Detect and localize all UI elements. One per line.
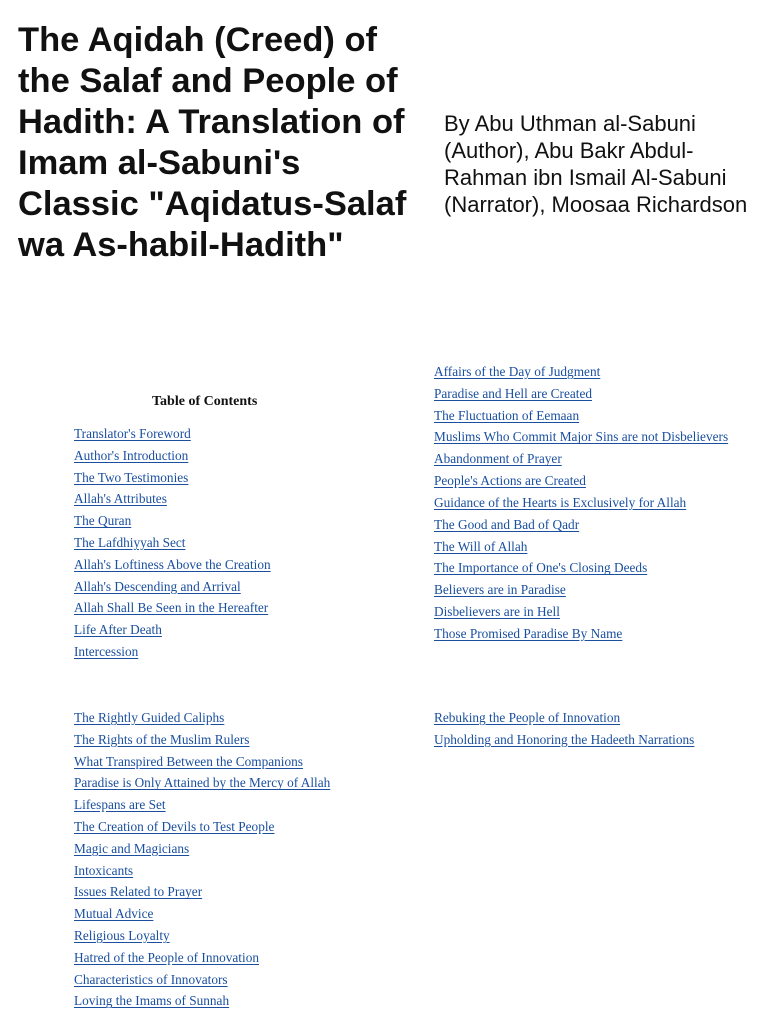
toc-item (408, 383, 748, 405)
toc-link[interactable]: Issues Related to Prayer (74, 884, 203, 900)
toc-item (408, 405, 748, 427)
toc-item (74, 990, 330, 1012)
toc-link[interactable]: Rebuking the People of Innovation (434, 710, 621, 725)
toc-link[interactable]: The Two Testimonies (74, 469, 189, 485)
toc-link[interactable]: Intoxicants (74, 862, 134, 878)
toc-link[interactable]: The Lafdhiyyah Sect (74, 534, 186, 550)
toc-item (74, 467, 271, 489)
toc-link[interactable]: Author's Introduction (74, 447, 189, 463)
toc-link[interactable]: Allah's Loftiness Above the Creation (74, 556, 271, 572)
toc-link[interactable]: Allah Shall Be Seen in the Hereafter (74, 600, 269, 616)
toc-item (408, 536, 748, 558)
toc-link[interactable]: Religious Loyalty (74, 927, 170, 943)
toc-item (74, 576, 271, 598)
toc-item (408, 448, 748, 470)
toc-item (74, 510, 271, 532)
toc-item (74, 794, 330, 816)
toc-link[interactable]: Believers are in Paradise (434, 582, 566, 598)
toc-link[interactable]: Magic and Magicians (74, 840, 190, 856)
toc-link[interactable]: Hatred of the People of Innovation (74, 949, 259, 965)
toc-item (74, 772, 330, 794)
toc-link[interactable]: Abandonment of Prayer (434, 451, 562, 467)
toc-item (408, 470, 748, 492)
toc-link[interactable]: The Fluctuation of Eemaan (434, 407, 580, 423)
toc-item (74, 881, 330, 903)
author-byline: By Abu Uthman al-Sabuni (Author), Abu Bakr Abdul-Rahman ibn Ismail Al-Sabuni (Narrator), Moosaa Richardson (444, 111, 748, 217)
toc-item (74, 729, 330, 751)
toc-item (74, 641, 271, 663)
toc-link[interactable]: The Will of Allah (434, 538, 528, 554)
toc-link[interactable]: The Creation of Devils to Test People (74, 818, 275, 834)
toc-link[interactable]: Loving the Imams of Sunnah (74, 993, 230, 1009)
toc-link[interactable]: What Transpired Between the Companions (74, 753, 303, 769)
toc-item (408, 707, 748, 729)
toc-link[interactable]: Life After Death (74, 622, 162, 638)
toc-list-left-top (74, 423, 271, 663)
toc-item (74, 816, 330, 838)
toc-item (74, 707, 330, 729)
toc-link[interactable]: The Importance of One's Closing Deeds (434, 560, 648, 576)
toc-link[interactable]: Characteristics of Innovators (74, 971, 228, 987)
toc-item (74, 423, 271, 445)
toc-link[interactable]: Muslims Who Commit Major Sins are not Disbelievers (434, 429, 729, 445)
toc-item (408, 601, 748, 623)
toc-link[interactable]: Those Promised Paradise By Name (434, 625, 623, 641)
toc-link[interactable]: Paradise and Hell are Created (434, 385, 593, 401)
toc-link[interactable]: Affairs of the Day of Judgment (434, 364, 601, 379)
toc-item (408, 557, 748, 579)
toc-list-left-bottom (74, 707, 330, 1012)
toc-link[interactable]: Disbelievers are in Hell (434, 603, 560, 619)
toc-link[interactable]: The Good and Bad of Qadr (434, 516, 580, 532)
toc-item (74, 751, 330, 773)
toc-link[interactable]: Paradise is Only Attained by the Mercy of Allah (74, 775, 331, 791)
toc-link[interactable]: Lifespans are Set (74, 797, 166, 813)
toc-item (408, 514, 748, 536)
toc-item (408, 426, 748, 448)
toc-item (74, 619, 271, 641)
toc-heading: Table of Contents (152, 394, 258, 409)
toc-item (74, 838, 330, 860)
toc-item (74, 925, 330, 947)
toc-item (74, 445, 271, 467)
toc-link[interactable]: The Rights of the Muslim Rulers (74, 731, 250, 747)
toc-list-right-top (408, 361, 748, 645)
toc-item (408, 361, 748, 383)
toc-list-right-bottom (408, 707, 748, 751)
toc-link[interactable]: People's Actions are Created (434, 473, 586, 489)
toc-link[interactable]: Translator's Foreword (74, 426, 191, 441)
toc-link[interactable]: The Rightly Guided Caliphs (74, 710, 225, 725)
toc-item (74, 860, 330, 882)
toc-item (74, 947, 330, 969)
toc-link[interactable]: Allah's Descending and Arrival (74, 578, 241, 594)
toc-item (408, 492, 748, 514)
toc-item (74, 597, 271, 619)
toc-item (408, 623, 748, 645)
toc-item (74, 969, 330, 991)
toc-item (74, 903, 330, 925)
toc-link[interactable]: Mutual Advice (74, 906, 154, 922)
toc-link[interactable]: Allah's Attributes (74, 491, 167, 507)
book-title: The Aqidah (Creed) of the Salaf and People of Hadith: A Translation of Imam al-Sabuni's Classic "Aqidatus-Salaf wa As-habil-Hadith" (18, 21, 407, 264)
toc-item (74, 554, 271, 576)
toc-item (408, 729, 748, 751)
toc-link[interactable]: Upholding and Honoring the Hadeeth Narrations (434, 731, 695, 747)
toc-link[interactable]: Guidance of the Hearts is Exclusively for Allah (434, 494, 687, 510)
toc-item (74, 488, 271, 510)
toc-item (408, 579, 748, 601)
toc-link[interactable]: The Quran (74, 513, 132, 529)
toc-link[interactable]: Intercession (74, 643, 139, 659)
toc-item (74, 532, 271, 554)
